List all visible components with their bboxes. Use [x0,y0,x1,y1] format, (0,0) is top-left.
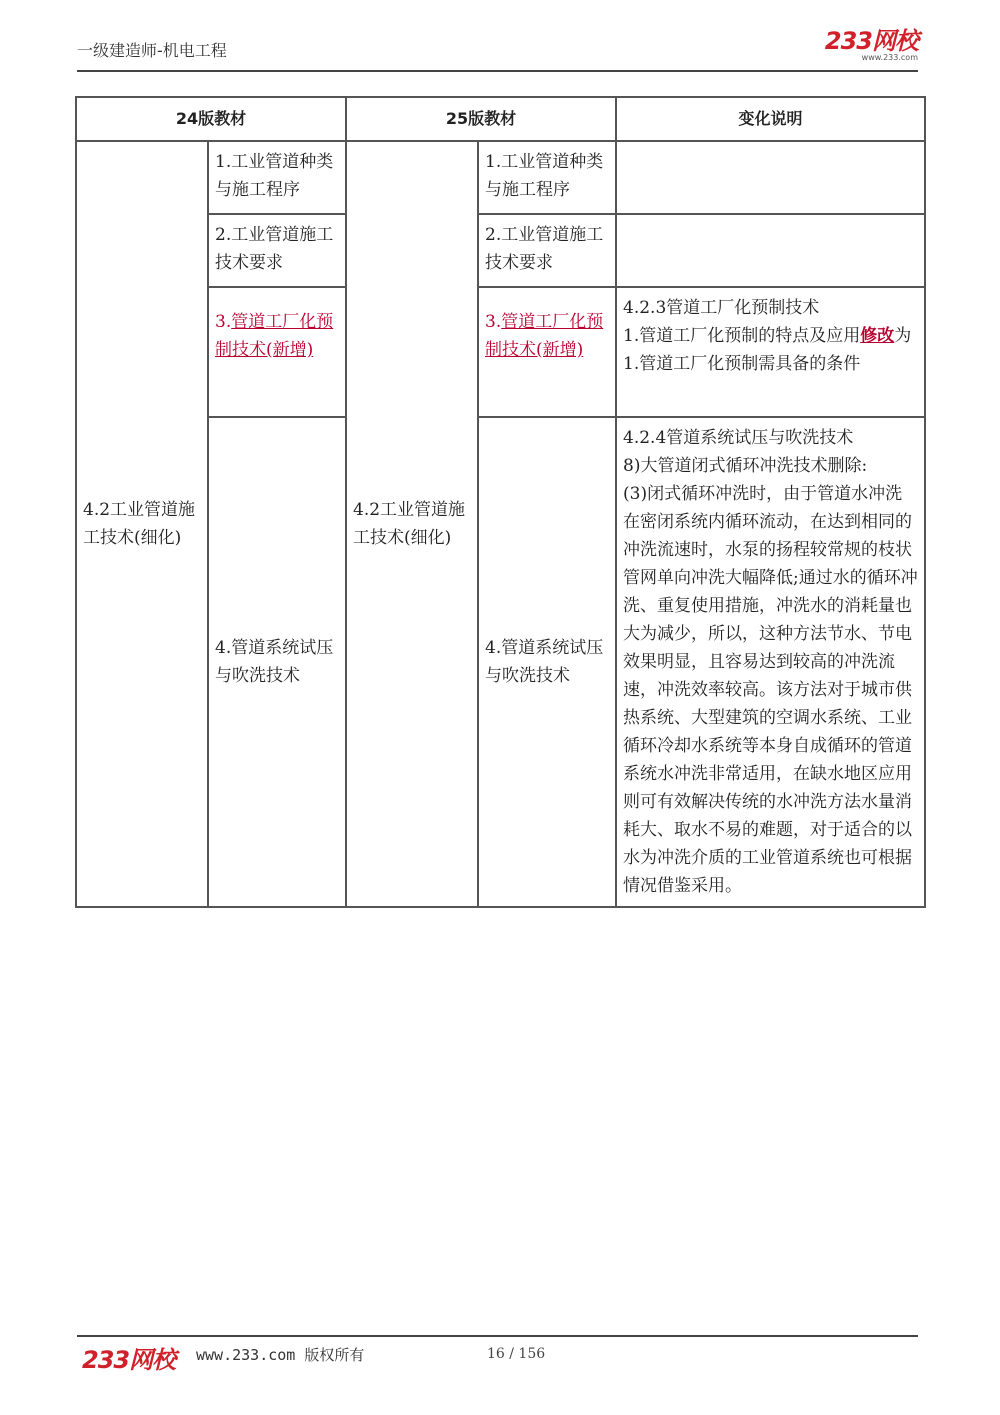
change-3-text-b: 为1.管道工厂化预制需具备的条件 [623,326,912,374]
change-4-body: (3)闭式循环冲洗时，由于管道水冲洗在密闭系统内循环流动，在达到相同的冲洗流速时，水泵的扬程较常规的枝状管网单向冲洗大幅降低;通过水的循环冲洗、重复使用措施，冲洗水的消耗量也大为减少，所以，这种方法节水、节电效果明显，且容易达到较高的冲洗流速，冲洗效率较高。该方法对于城市供热系统、大型建筑的空调水系统、工业循环冷却水系统等本身自成循环的管道系统水冲洗非常适用，在缺水地区应用则可有效解决传统的水冲洗方法水量消耗大、取水不易的难题，对于适合的以水为冲洗介质的工业管道系统也可根据情况借鉴采用。 [623,484,918,896]
new-item-3 [478,287,616,417]
brand-logo [825,28,918,62]
old-item-1: 1.工业管道种类与施工程序 [208,141,346,214]
change-3-title: 4.2.3管道工厂化预制技术 [623,298,820,318]
old-item-2: 2.工业管道施工技术要求 [208,214,346,287]
old-item-3-prefix: 3. [215,312,232,332]
logo-text: 233网校 [824,27,918,55]
header-25-edition: 25版教材 [346,97,616,141]
new-item-2: 2.工业管道施工技术要求 [478,214,616,287]
section-24-cell: 4.2工业管道施工技术(细化) [76,141,208,907]
page-number: 16 / 156 [487,1346,546,1362]
section-25-cell: 4.2工业管道施工技术(细化) [346,141,478,907]
table-row [76,141,925,214]
comparison-table [75,96,926,908]
change-3-text-a: 1.管道工厂化预制的特点及应用 [623,326,861,346]
footer-divider [77,1335,918,1337]
footer-copyright: www.233.com 版权所有 [196,1346,365,1364]
old-item-3-link[interactable]: 管道工厂化预制技术(新增) [215,312,334,360]
change-4-subtitle: 8)大管道闭式循环冲洗技术删除: [623,456,868,476]
new-item-1: 1.工业管道种类与施工程序 [478,141,616,214]
logo-url: www.233.com [861,53,918,62]
old-item-3 [208,287,346,417]
old-item-4: 4.管道系统试压与吹洗技术 [208,417,346,907]
table-header-row [76,97,925,141]
new-item-4: 4.管道系统试压与吹洗技术 [478,417,616,907]
new-item-3-link[interactable]: 管道工厂化预制技术(新增) [485,312,604,360]
new-item-3-prefix: 3. [485,312,502,332]
change-cell-2 [616,214,925,287]
change-3-highlight: 修改 [860,326,895,346]
change-cell-4 [616,417,925,907]
document-title: 一级建造师-机电工程 [77,41,227,60]
footer-logo: 233网校 [82,1346,176,1374]
header-24-edition: 24版教材 [76,97,346,141]
change-cell-3 [616,287,925,417]
header-divider [77,70,918,72]
change-cell-1 [616,141,925,214]
header-change-note: 变化说明 [616,97,925,141]
change-4-title: 4.2.4管道系统试压与吹洗技术 [623,428,854,448]
